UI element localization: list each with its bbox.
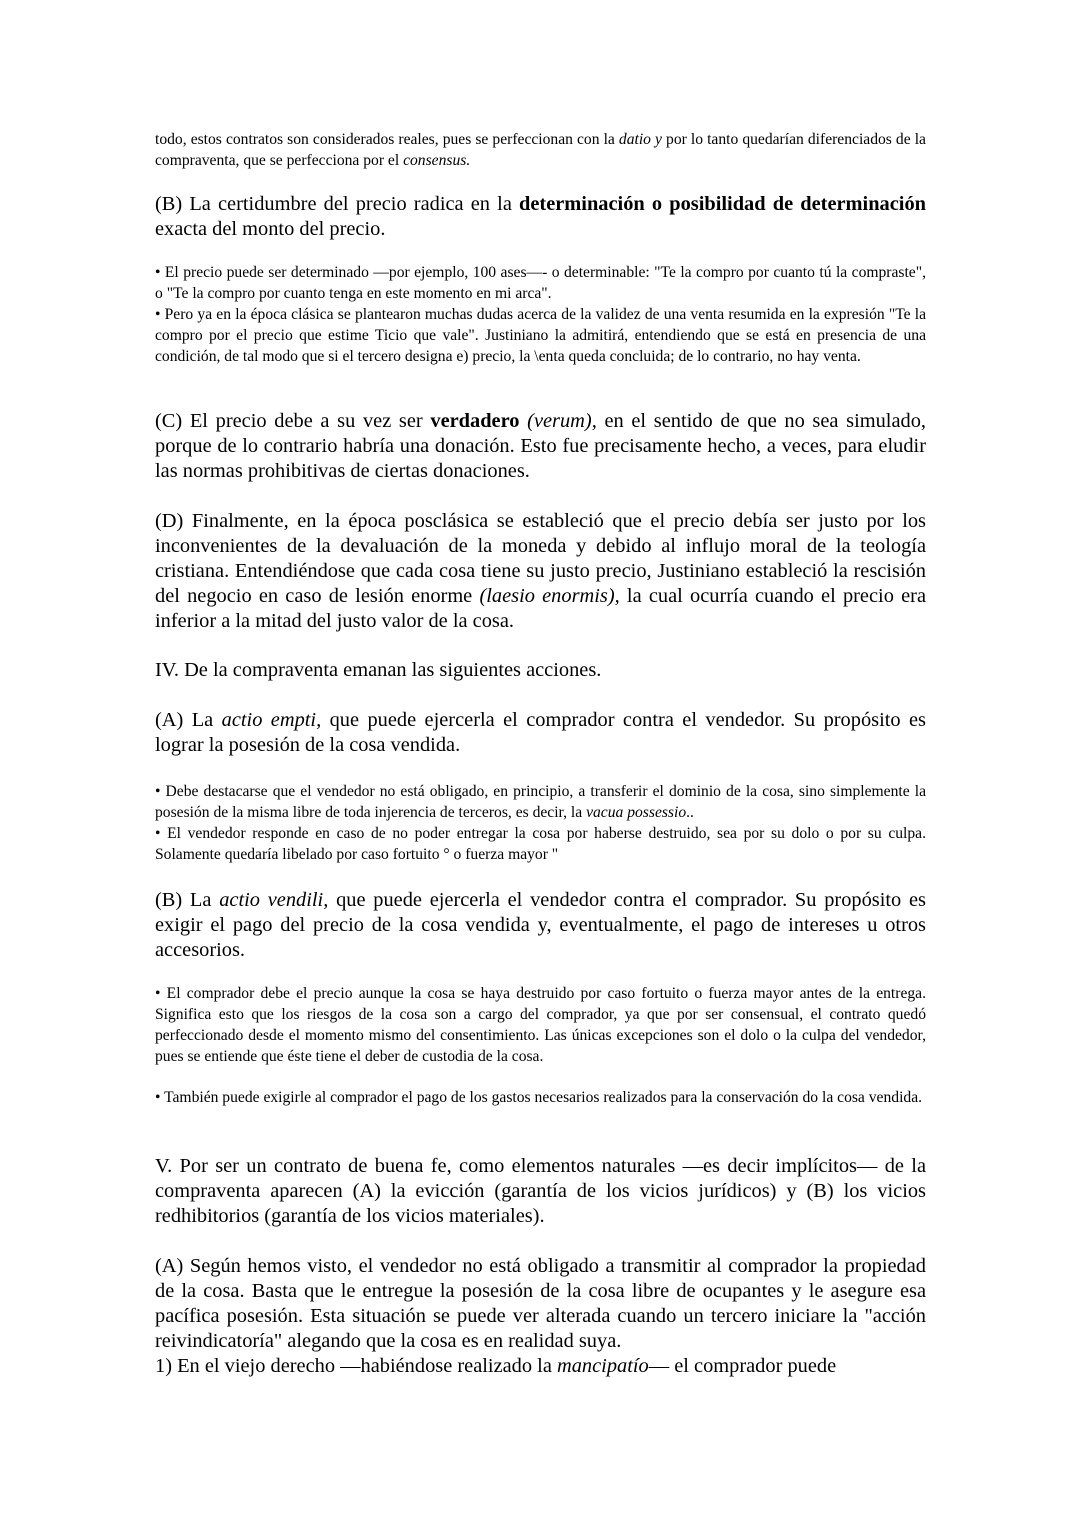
paragraph-b-actio-vendili [155, 888, 926, 963]
para-1-italic: mancipatío [556, 1355, 649, 1377]
bullet-precio-determinado: • El precio puede ser determinado —por ejemplo, 100 ases—- o determinable: "Te la compro por cuanto tú la compraste", o "Te la compro por cuanto tenga en este momento en mi arca". [155, 264, 926, 302]
bullet-vendedor-responde: • El vendedor responde en caso de no poder entregar la cosa por haberse destruido, sea por su dolo o por su culpa. Solamente quedaría libelado por caso fortuito ° o fuerza mayor " [155, 825, 926, 863]
para-d-italic: (laesio enormis), [479, 585, 620, 607]
bullet-vacua-possessio [155, 781, 926, 823]
para-d-lead: (D) Finalmente, en la época posclásica se estableció que el precio debía ser justo por los inconvenientes de la devaluación de la moneda y debido al influjo moral de la teología cristiana. Entendiéndose que cada cosa tiene su justo precio, Justiniano estableció la rescisión del negocio en caso de lesión enorme [155, 510, 926, 607]
para-1-lead: 1) En el viejo derecho —habiéndose realizado la [155, 1355, 557, 1377]
paragraph-a-eviccion: (A) Según hemos visto, el vendedor no está obligado a transmitir al comprador la propiedad de la cosa. Basta que le entregue la posesión de la cosa libre de ocupantes y le asegure esa pacífica posesión. Esta situación se puede ver alterada cuando un tercero iniciare la "acción reivindicatoría" alegando que la cosa es en realidad suya. [155, 1255, 926, 1352]
intro-text-2: por lo tanto quedarían diferenciados de la compraventa, que se perfecciona por el [155, 131, 926, 169]
para-b2-tail: que puede ejercerla el vendedor contra el comprador. Su propósito es exigir el pago del precio de la cosa vendida y, eventualmente, el pago de intereses u otros accesorios. [155, 889, 926, 961]
para-b2-italic: actio vendili, [219, 889, 329, 911]
para-b2-lead: (B) La [155, 889, 220, 911]
paragraph-a-actio-empti [155, 708, 926, 758]
paragraph-b-certidumbre [155, 192, 926, 242]
para-b-lead: (B) La certidumbre del precio radica en la [155, 193, 520, 215]
paragraph-1-viejo-derecho [155, 1354, 926, 1379]
bullet-vacua-italic: vacua possessio [586, 804, 687, 821]
intro-text-1: todo, estos contratos son considerados reales, pues se perfeccionan con la [155, 131, 619, 148]
heading-iv: IV. De la compraventa emanan las siguientes acciones. [155, 659, 602, 681]
para-b-tail: exacta del monto del precio. [155, 218, 386, 240]
bullet-epoca-clasica: • Pero ya en la época clásica se plantearon muchas dudas acerca de la validez de una venta resumida en la expresión "Te la compro por el precio que estime Ticio que vale". Justiniano la admitirá, entendiendo que se está en presencia de una condición, de tal modo que si el tercero designa e) precio, la \enta queda concluida; de lo contrario, no hay venta. [155, 306, 926, 365]
para-a-italic: actio empti, [221, 709, 322, 731]
bullet-vacua-lead: • Debe destacarse que el vendedor no está obligado, en principio, a transferir el dominio de la cosa, sino simplemente la posesión de la misma libre de toda injerencia de terceros, es decir, la [155, 783, 926, 821]
para-b-bold: determinación o posibilidad de determinación [519, 193, 926, 215]
paragraph-intro [155, 129, 926, 171]
paragraph-d-justo-precio [155, 509, 926, 634]
intro-term-consensus: consensus. [403, 152, 471, 169]
heading-v-buena-fe: V. Por ser un contrato de buena fe, como elementos naturales —es decir implícitos— de la compraventa aparecen (A) la evicción (garantía de los vicios jurídicos) y (B) los vicios redhibitorios (garantía de los vicios materiales). [155, 1155, 926, 1227]
para-c-bold: verdadero [430, 410, 520, 432]
para-c-italic: (verum), [519, 410, 597, 432]
para-c-tail: en el sentido de que no sea simulado, porque de lo contrario habría una donación. Esto fue precisamente hecho, a veces, para eludir las normas prohibitivas de ciertas donaciones. [155, 410, 927, 482]
para-a-tail: que puede ejercerla el comprador contra el vendedor. Su propósito es lograr la posesión de la cosa vendida. [155, 709, 926, 756]
bullet-gastos-necesarios: • También puede exigirle al comprador el pago de los gastos necesarios realizados para la conservación do la cosa vendida. [155, 1089, 923, 1106]
para-1-tail: — el comprador puede [648, 1355, 837, 1377]
bullet-comprador-debe-precio: • El comprador debe el precio aunque la cosa se haya destruido por caso fortuito o fuerza mayor antes de la entrega. Significa esto que los riesgos de la cosa son a cargo del comprador, ya que por ser consensual, el contrato quedó perfeccionado desde el momento mismo del consentimiento. Las únicas excepciones son el dolo o la culpa del vendedor, pues se entiende que éste tiene el deber de custodia de la cosa. [155, 985, 926, 1065]
intro-term-datio: datio y [618, 131, 662, 148]
bullet-vacua-tail: .. [686, 804, 694, 821]
para-d-tail: la cual ocurría cuando el precio era inferior a la mitad del justo valor de la cosa. [155, 585, 926, 632]
para-a-lead: (A) La [155, 709, 222, 731]
paragraph-c-verdadero [155, 409, 926, 484]
para-c-lead: (C) El precio debe a su vez ser [155, 410, 431, 432]
